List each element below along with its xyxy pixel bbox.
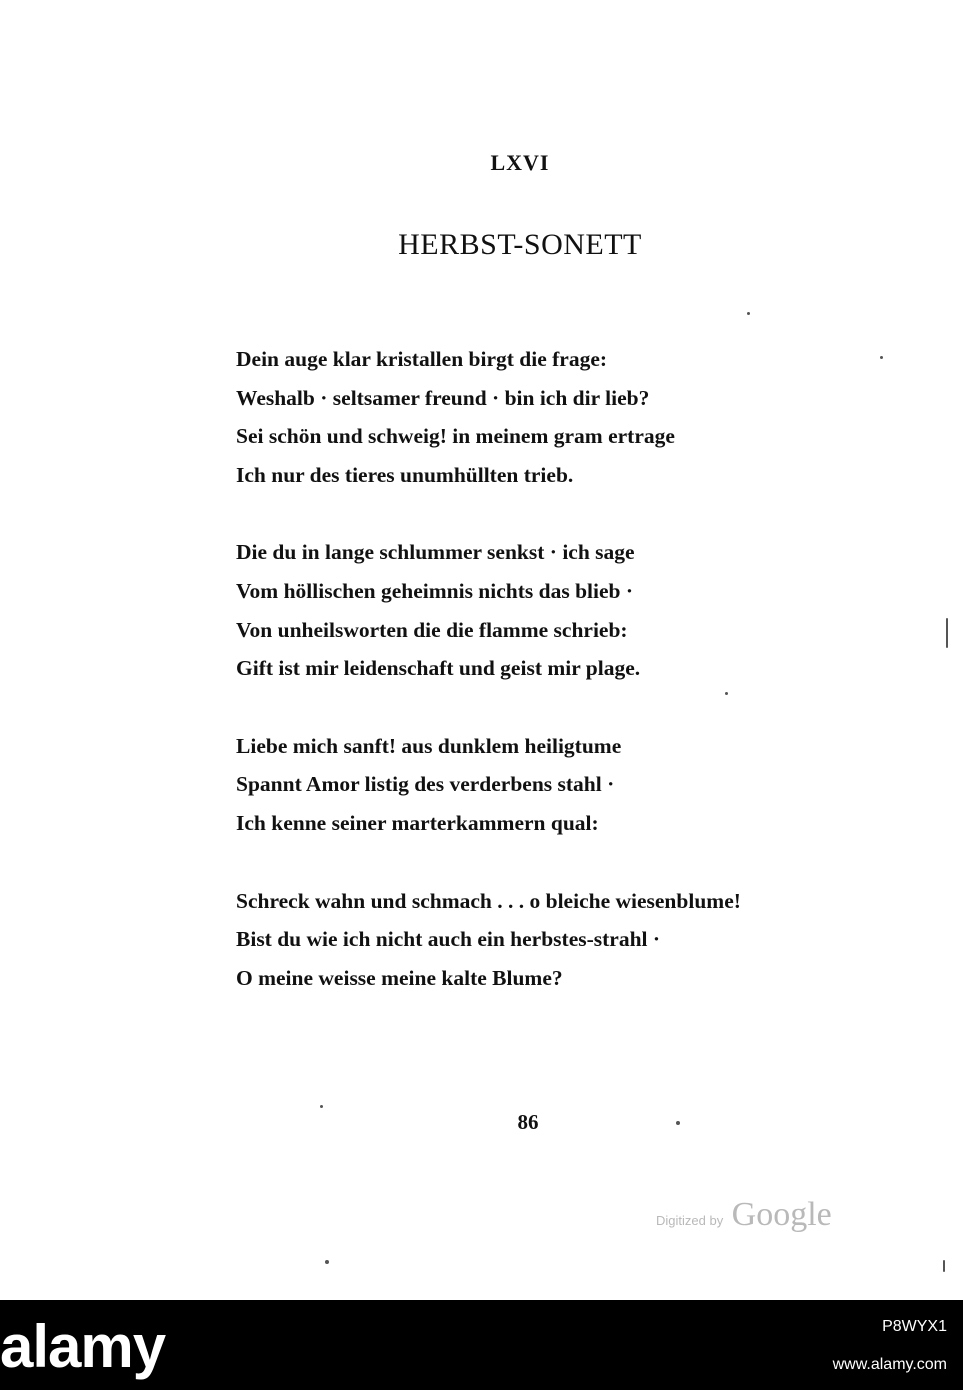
stock-image-id: P8WYX1 — [882, 1318, 947, 1335]
scan-speck — [946, 618, 948, 648]
poem-title: HERBST-SONETT — [398, 228, 642, 261]
stanza-2 — [236, 533, 856, 687]
scan-speck — [880, 356, 883, 359]
stanza-4 — [236, 882, 856, 998]
digitized-watermark — [656, 1196, 832, 1234]
stock-info — [833, 1318, 947, 1374]
scan-speck — [747, 312, 750, 315]
scan-speck — [325, 1260, 329, 1264]
poem-line: Von unheilsworten die die flamme schrieb: — [236, 617, 628, 642]
alamy-wordmark: alamy — [0, 1313, 166, 1380]
poem-line: O meine weisse meine kalte Blume? — [236, 965, 563, 990]
stock-url: www.alamy.com — [832, 1356, 947, 1373]
poem-line: Liebe mich sanft! aus dunklem heiligtume — [236, 733, 622, 758]
chapter-numeral: LXVI — [490, 150, 550, 175]
alamy-logo — [0, 1300, 210, 1390]
poem-line: Ich nur des tieres unumhüllten trieb. — [236, 462, 574, 487]
poem-line: Weshalb · seltsamer freund · bin ich dir lieb? — [236, 385, 650, 410]
stanza-1 — [236, 340, 856, 494]
poem-body — [236, 340, 856, 1036]
poem-line: Spannt Amor listig des verderbens stahl · — [236, 772, 615, 797]
poem-line: Dein auge klar kristallen birgt die frage: — [236, 347, 608, 371]
scan-speck — [676, 1121, 680, 1125]
scan-speck — [725, 692, 728, 695]
digitized-prefix: Digitized by — [656, 1213, 724, 1228]
poem-line: Vom höllischen geheimnis nichts das blieb · — [236, 578, 634, 603]
google-logo: Google — [731, 1196, 832, 1233]
stanza-3 — [236, 727, 856, 843]
poem-line: Gift ist mir leidenschaft und geist mir plage. — [236, 656, 641, 681]
poem-line: Ich kenne seiner marterkammern qual: — [236, 810, 599, 835]
scan-speck — [320, 1105, 323, 1108]
poem-line: Sei schön und schweig! in meinem gram ertrage — [236, 424, 675, 449]
poem-line: Die du in lange schlummer senkst · ich sage — [236, 540, 635, 565]
page-number: 86 — [517, 1110, 539, 1134]
stock-footer-bar — [0, 1300, 963, 1390]
poem-line: Schreck wahn und schmach . . . o bleiche wiesenblume! — [236, 888, 741, 913]
scan-speck — [943, 1260, 945, 1272]
poem-line: Bist du wie ich nicht auch ein herbstes-strahl · — [236, 927, 661, 952]
